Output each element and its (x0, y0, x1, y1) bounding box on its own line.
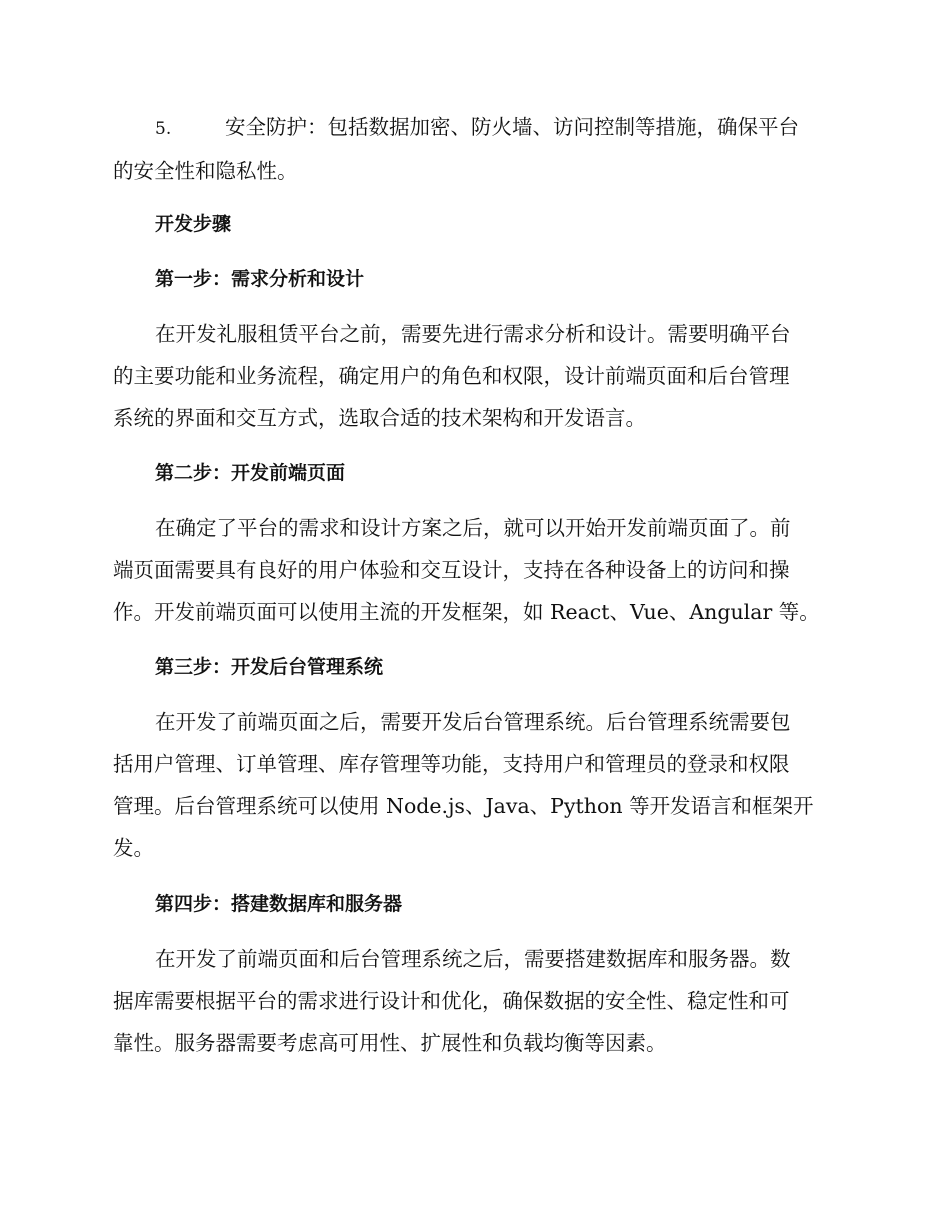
step1-line-3: 系统的界面和交互方式，选取合适的技术架构和开发语言。 (113, 406, 646, 430)
step3-heading: 第三步：开发后台管理系统 (155, 656, 384, 678)
step4-line-1: 在开发了前端页面和后台管理系统之后，需要搭建数据库和服务器。数 (155, 947, 791, 971)
step3-line-2: 括用户管理、订单管理、库存管理等功能，支持用户和管理员的登录和权限 (113, 752, 790, 776)
step3-paragraph (113, 701, 833, 869)
step2-line-1: 在确定了平台的需求和设计方案之后，就可以开始开发前端页面了。前 (155, 516, 791, 540)
step1-paragraph (113, 313, 833, 439)
step1-heading: 第一步：需求分析和设计 (155, 268, 365, 290)
step2-paragraph (113, 507, 833, 633)
step3-line-3: 管理。后台管理系统可以使用 Node.js、Java、Python 等开发语言和框架开 (113, 794, 814, 818)
list-item-text-line-1: 安全防护：包括数据加密、防火墙、访问控制等措施，确保平台 (225, 115, 799, 139)
step3-line-1: 在开发了前端页面之后，需要开发后台管理系统。后台管理系统需要包 (155, 710, 791, 734)
step2-line-2: 端页面需要具有良好的用户体验和交互设计，支持在各种设备上的访问和操 (113, 558, 790, 582)
step1-line-1: 在开发礼服租赁平台之前，需要先进行需求分析和设计。需要明确平台 (155, 322, 791, 346)
step2-heading: 第二步：开发前端页面 (155, 462, 346, 484)
list-item-security (113, 106, 833, 192)
step3-line-4: 发。 (113, 836, 154, 860)
section-heading-dev-steps: 开发步骤 (155, 213, 232, 235)
step1-line-2: 的主要功能和业务流程，确定用户的角色和权限，设计前端页面和后台管理 (113, 364, 790, 388)
step4-heading: 第四步：搭建数据库和服务器 (155, 893, 403, 915)
step4-line-2: 据库需要根据平台的需求进行设计和优化，确保数据的安全性、稳定性和可 (113, 989, 790, 1013)
list-item-text-line-2: 的安全性和隐私性。 (113, 159, 298, 183)
step2-line-3: 作。开发前端页面可以使用主流的开发框架，如 React、Vue、Angular 等。 (113, 600, 820, 624)
step4-paragraph (113, 938, 833, 1064)
step4-line-3: 靠性。服务器需要考虑高可用性、扩展性和负载均衡等因素。 (113, 1031, 667, 1055)
list-number: 5. (155, 119, 172, 139)
